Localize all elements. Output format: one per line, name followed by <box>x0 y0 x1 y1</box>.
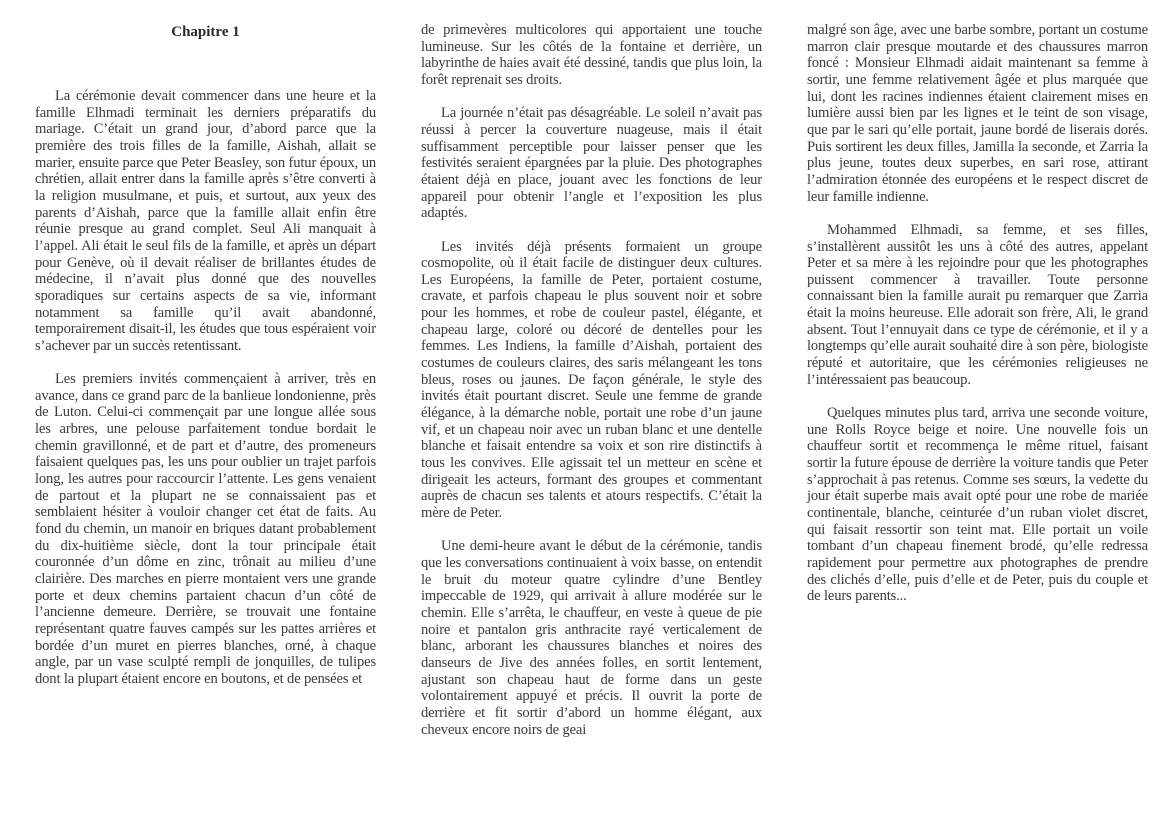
paragraph-continued: de primevères multicolores qui apportaient une touche lumineuse. Sur les côtés de la fontaine et derrière, un labyrinthe de haies avait été dessiné, tandis que plus loin, la forêt reprenait ses droits. <box>421 22 762 88</box>
text-column-2 <box>421 22 762 738</box>
paragraph: La journée n’était pas désagréable. Le soleil n’avait pas réussi à percer la couverture nuageuse, mais il était suffisamment perceptible pour laisser penser que les festivités seraient épargnées par la pluie. Des photographes étaient déjà en place, jouant avec les fonctions de leur appareil pour obtenir l’angle et l’exposition les plus adaptés. <box>421 105 762 222</box>
paragraph: Les invités déjà présents formaient un groupe cosmopolite, où il était facile de distinguer deux cultures. Les Européens, la famille de Peter, portaient costume, cravate, et parfois chapeau le plus souvent noir et sobre pour les hommes, et robe de couleur pastel, élégante, et chapeau large, coloré ou décoré de dentelles pour les femmes. Les Indiens, la famille d’Aishah, portaient des costumes de couleurs claires, des saris mélangeant les tons bleus, roses ou jaunes. De façon générale, le style des invités était pourtant discret. Seule une femme de grande élégance, à la démarche noble, portait une robe d’un jaune vif, et un chapeau noir avec un ruban blanc et une dentelle blanche et faisait entendre sa voix et son rire distinctifs à tous les convives. Elle agissait tel un metteur en scène et dirigeait les acteurs, formant des groupes et commentant auprès de chacun ses talents et atours respectifs. C’était la mère de Peter. <box>421 238 762 521</box>
paragraph: Mohammed Elhmadi, sa femme, et ses filles, s’installèrent aussitôt les uns à côté des autres, appelant Peter et sa mère à les rejoindre pour que les photographes puissent commencer à travailler. Toute personne connaissant bien la famille aurait pu remarquer que Zarria était la moins heureuse. Elle adorait son frère, Ali, le grand absent. Tout l’ennuyait dans ce type de cérémonie, et il y a longtemps qu’elle aurait souhaité dire à son père, biologiste réputé et autoritaire, que les cérémonies religieuses ne l’intéressaient pas beaucoup. <box>807 221 1148 388</box>
paragraph: Une demi-heure avant le début de la cérémonie, tandis que les conversations continuaient à voix basse, on entendit le bruit du moteur quatre cylindre d’une Bentley impeccable de 1929, qui arrivait à allure modérée sur le chemin. Elle s’arrêta, le chauffeur, en veste à queue de pie noire et pantalon gris anthracite rayé verticalement de blanc, arborant les chaussures blanches et noires des danseurs de Jive des années folles, en sortit lentement, ajustant son chapeau haut de forme dans un geste volontairement appuyé et précis. Il ouvrit la porte de derrière et fit sortir d’abord un homme élégant, aux cheveux encore noirs de geai <box>421 538 762 738</box>
paragraph: Les premiers invités commençaient à arriver, très en avance, dans ce grand parc de la banlieue londonienne, près de Luton. Celui-ci commençait par une longue allée sous les arbres, une pelouse parfaitement tondue bordait le chemin gravillonné, et de part et d’autre, des promeneurs faisaient quelques pas, les uns pour oublier un trajet parfois long, les autres pour raccourcir l’attente. Les gens venaient de partout et la plupart ne se connaissaient pas et semblaient hésiter à vouloir changer cet état de faits. Au fond du chemin, un manoir en briques datant probablement du dix-huitième siècle, dont la tour principale était couronnée d’un dôme en zinc, trônait au milieu d’une clairière. Des marches en pierre montaient vers une grande porte et deux chemins partaient chacun d’un côté de l’ancienne demeure. Derrière, se trouvait une fontaine représentant quatre fauves campés sur les pattes arrières et bordée d’un muret en pierres blanches, orné, à chaque angle, par un vase sculpté rempli de jonquilles, de tulipes dont la plupart étaient encore en boutons, et de pensées et <box>35 371 376 687</box>
chapter-title: Chapitre 1 <box>171 24 240 40</box>
text-column-3 <box>807 22 1148 605</box>
paragraph: Quelques minutes plus tard, arriva une seconde voiture, une Rolls Royce beige et noire. Une nouvelle fois un chauffeur sortit et recommença le même rituel, faisant sortir la future épouse de derrière la voiture tandis que Peter s’approchait à pas retenus. Comme ses sœurs, la vedette du jour était superbe mais avait opté pour une robe de mariée continentale, blanche, ceinturée d’un ruban violet discret, qui faisait ressortir son teint mat. Elle portait un voile tombant d’un chapeau finement brodé, qu’elle redressa rapidement pour permettre aux photographes de prendre des clichés d’elle, puis d’elle et de Peter, puis du couple et de leurs parents... <box>807 405 1148 605</box>
paragraph: La cérémonie devait commencer dans une heure et la famille Elhmadi terminait les derniers préparatifs du mariage. C’était un grand jour, d’abord parce que la première des trois filles de la famille, Aishah, allait se marier, ensuite parce que Peter Beasley, son futur époux, un chrétien, allait entrer dans la famille après s’être converti à la religion musulmane, et puis, et surtout, aux yeux des parents d’Aishah, parce que la famille allait enfin être réunie presque au grand complet. Seul Ali manquait à l’appel. Ali était le seul fils de la famille, et après un départ pour Genève, où il devait réaliser de brillantes études de médecine, il n’avait plus donné que des nouvelles sporadiques sur certains aspects de sa vie, informant notamment sa famille qu’il avait abandonné, temporairement disait-il, les études que tous espéraient voir s’achever par un succès retentissant. <box>35 88 376 354</box>
text-column-1 <box>35 88 376 688</box>
paragraph-continued: malgré son âge, avec une barbe sombre, portant un costume marron clair presque moutarde et des chaussures marron foncé : Monsieur Elhmadi aidait maintenant sa femme à sortir, une femme relativement âgée et plus marquée que lui, dont les racines indiennes étaient clairement mises en lumière aussi bien par les lignes et le teint de son visage, que par le sari qu’elle portait, jaune bordé de liserais dorés. Puis sortirent les deux filles, Jamilla la seconde, et Zarria la plus jeune, toutes deux superbes, en sari rose, attirant l’admiration étonnée des européens et le respect discret de leur famille indienne. <box>807 22 1148 205</box>
